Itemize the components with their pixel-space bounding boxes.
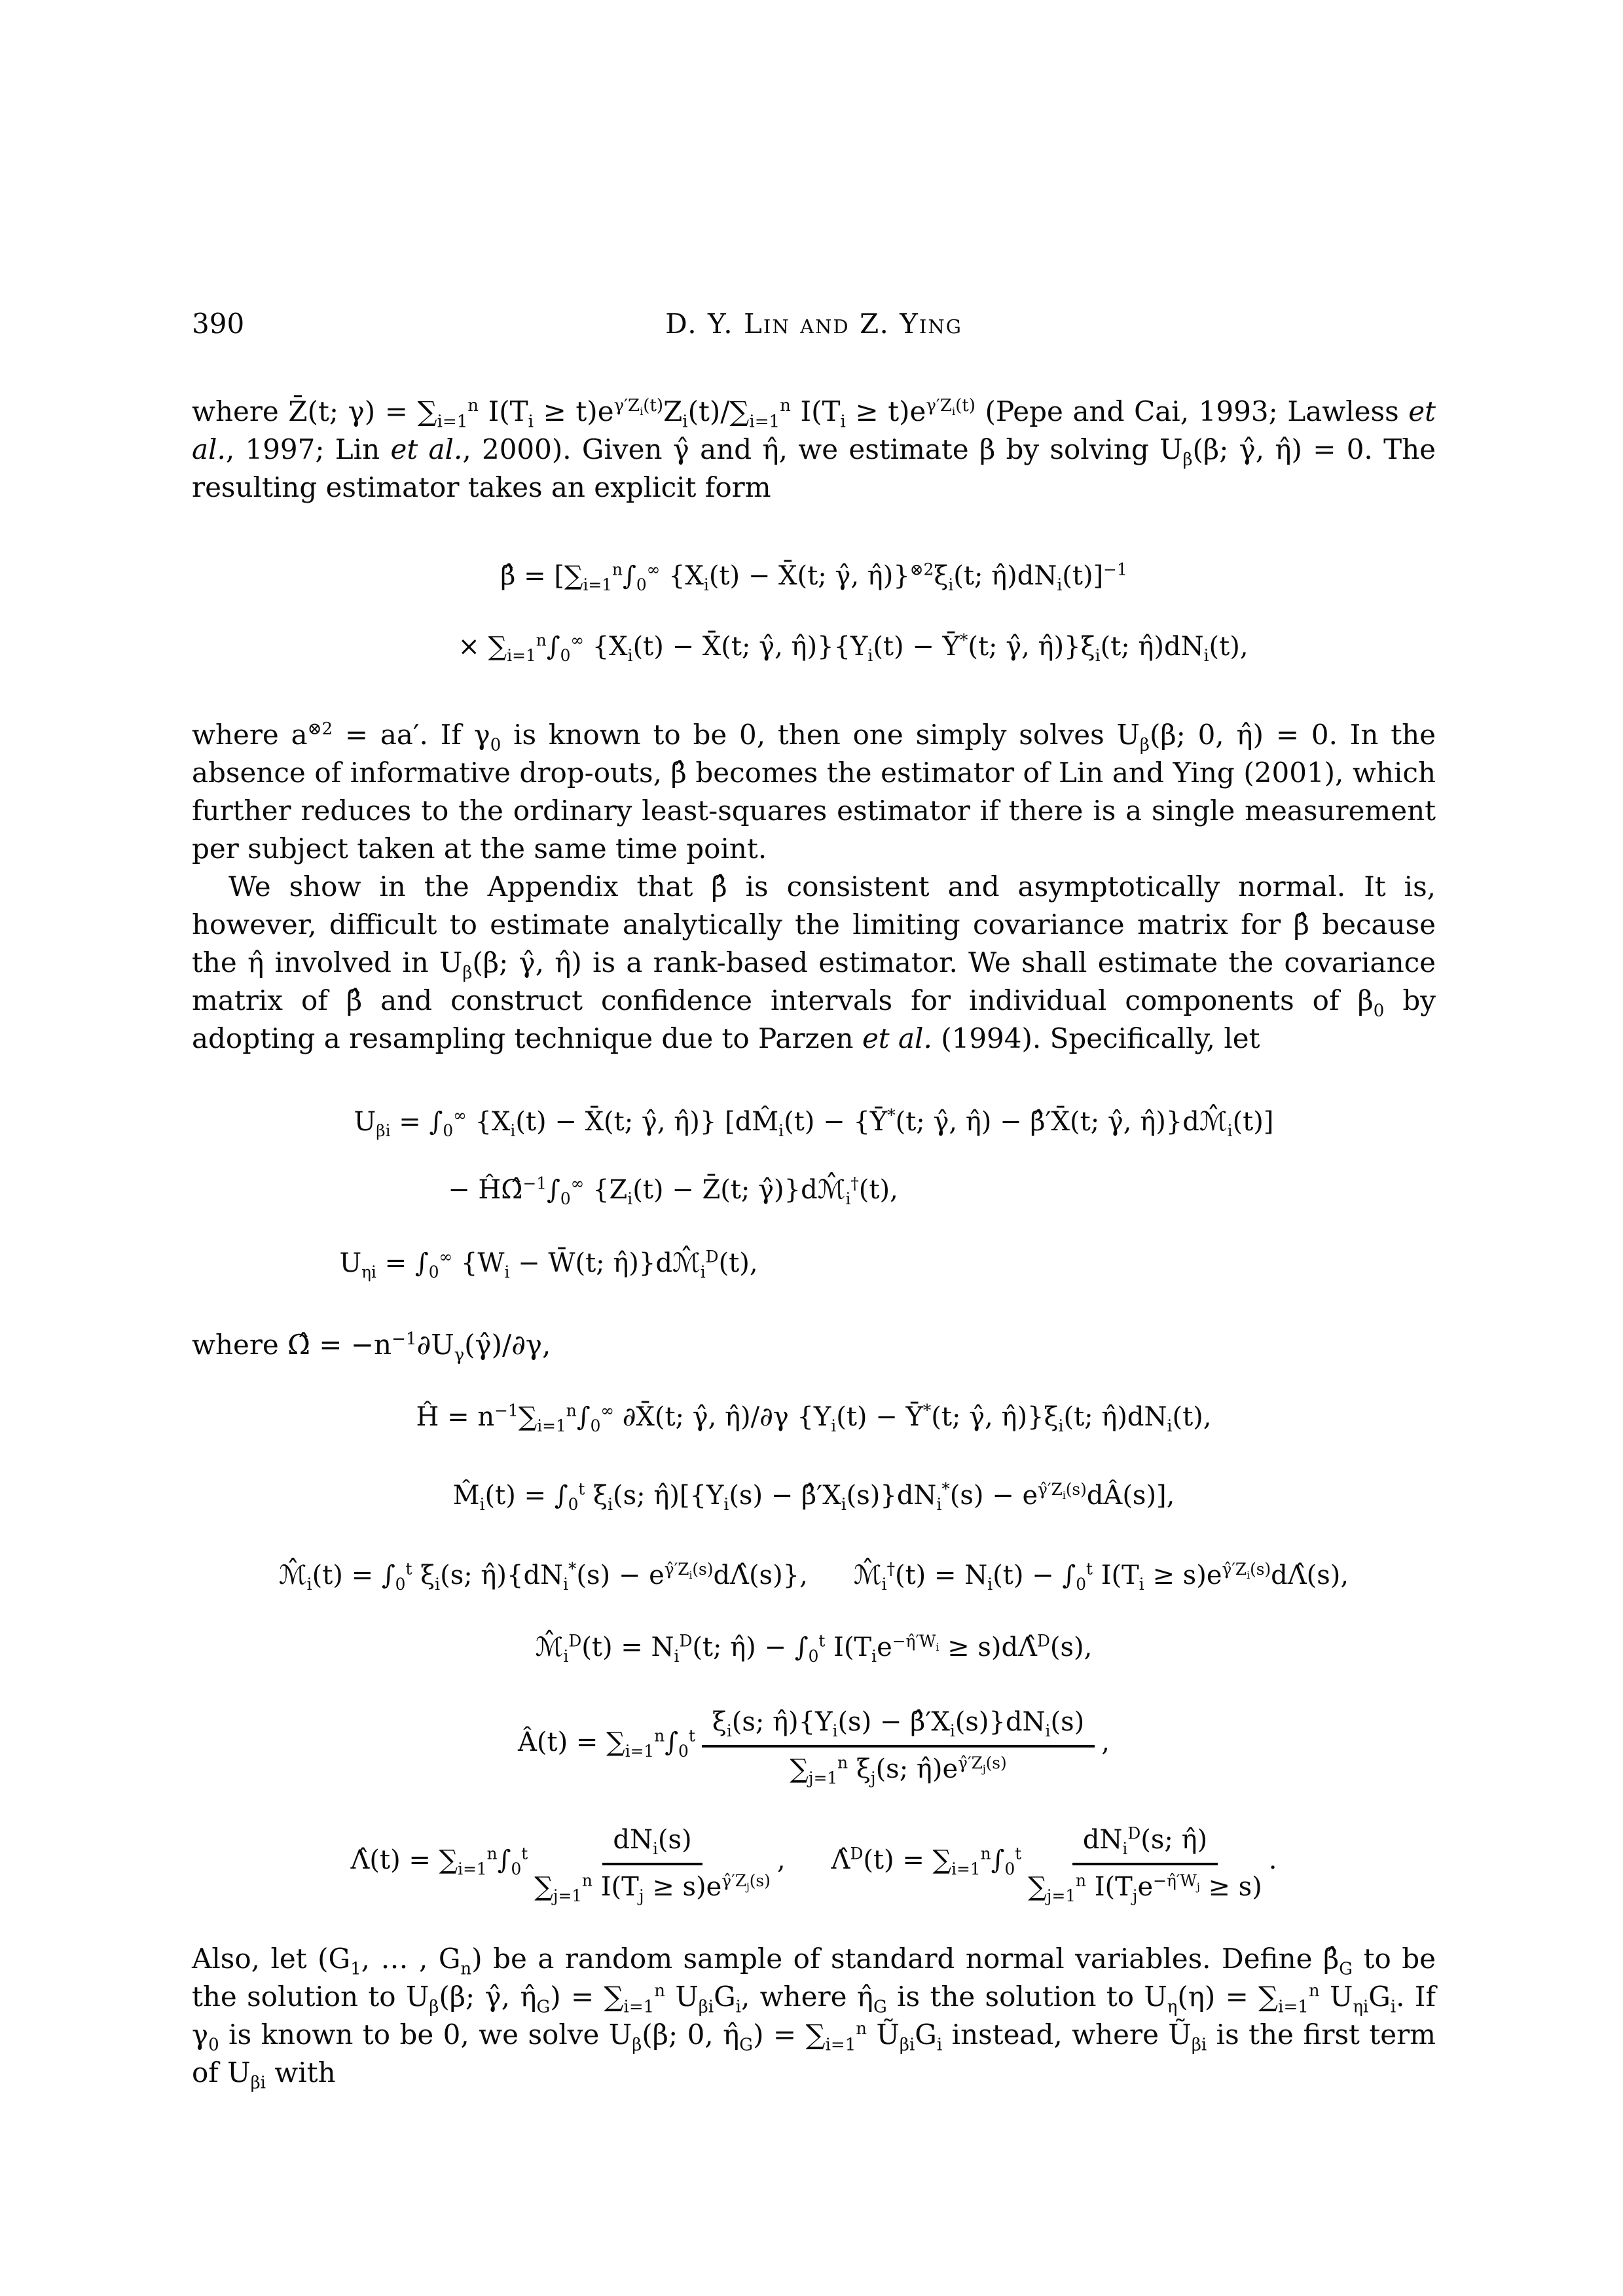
paragraph-a-otimes: where $a^{\otimes 2} = aa'$. If $\gamma_0$ is known to be 0, then one simply solves $U_\beta(\beta$; 0, η̂) = 0. In the absence of informative drop-outs, β̂ becomes the estimator of Lin and Ying (2001), which further reduces to the ordinary least-squares estimator if there is a single measurement per subject taken at the same time point. [192, 719, 1436, 865]
fraction-numerator: $\xi_i(s$; $\etâ)\{Y_i(s)$ − $\betâ'X_i(s)\}dN_i(s)$ [702, 1703, 1095, 1748]
page-number: 390 [192, 308, 245, 340]
equation-a-hat-prefix: Â(t) = $\sum_{i=1}^n\int_0^t$ [518, 1726, 695, 1761]
equation-m-hat: $M̂_i(t) = \int_0^t$ $\xi_i(s$; $\etâ)[\{Y_i(s)$ − $\betâ'X_i(s)\}dN_i^*(s)$ − $e^{\gammâ'Z_i(s)}dÂ(s)$], [452, 1479, 1175, 1514]
fraction-denominator: $\sum_{j=1}^n$ $I(T_je^{-\etâ'W_j} \ge s)$ [1028, 1871, 1262, 1905]
equation-h-hat: Ĥ = $n^{-1}\sum_{i=1}^n\int_0^\infty$ ∂X̄(t; γ̂, η̂)/∂γ {$Y_i(t)$ − Ȳ*(t; γ̂, $\etâ)\}\xi_i(t$; $\etâ)dN_i(t)$, [416, 1401, 1212, 1435]
equation-u-eta: $U_{\eta i} = \int_0^\infty$ {$W_i$ − W̄(t; $\etâ)\}dℳ̂_i^D(t)$, [339, 1247, 758, 1282]
equation-beta-hat [192, 541, 1436, 682]
fraction [702, 1703, 1095, 1785]
equation-lambda-suffix: . [1268, 1845, 1277, 1875]
fraction-numerator: $dN_i(s)$ [602, 1821, 702, 1865]
page-header [192, 308, 1436, 344]
fraction-denominator: $\sum_{j=1}^n$ $\xi_j(s$; $\etâ)e^{\gammâ'Z_j(s)}$ [790, 1753, 1007, 1787]
equation-a-hat [192, 1703, 1436, 1785]
fraction-denominator: $\sum_{j=1}^n$ $I(T_j \ge s)e^{\gammâ'Z_j(s)}$ [534, 1871, 771, 1905]
equation-beta-hat-line1: β̂ = [$\sum_{i=1}^n\int_0^\infty$ {$X_i(t)$ − X̄(t; γ̂, $\etâ)\}^{\otimes 2}\xi_i(t$; $\etâ)dN_i(t)]^{-1}$ [500, 560, 1127, 594]
paragraph-resampling: Also, let ($G_1$, … , $G_n$) be a random sample of standard normal variables. Define $\betâ_G$ to be the solution to $U_\beta(\beta$; γ̂, $\etâ_G) = \sum_{i=1}^n$ $U_{\beta i}G_i$, where $\etâ_G$ is the solution to $U_\eta(\eta) = \sum_{i=1}^n$ $U_{\eta i}G_i$. If $\gamma_0$ is known to be 0, we solve $U_\beta(\beta$; 0, $\etâ_G) = \sum_{i=1}^n$ $Ũ_{\beta i}G_i$ instead, where $Ũ_{\beta i}$ is the first term of $U_{\beta i}$ with [192, 1943, 1436, 2093]
equation-a-hat-suffix: , [1101, 1727, 1110, 1757]
equation-beta-hat-line2: × $\sum_{i=1}^n\int_0^\infty$ {$X_i(t)$ − X̄(t; γ̂, $\etâ)\}\{Y_i(t)$ − Ȳ*(t; γ̂, $\etâ)\}\xi_i(t$; $\etâ)dN_i(t)$, [458, 630, 1249, 665]
paragraph-where-omega: where Ω̂ = $-n^{-1}\partial U_\gamma(\gammâ)/\partial\gamma$, [192, 1329, 551, 1365]
equation-mcal-d: $ℳ̂_i^D(t) = N_i^D(t$; η̂) − $\int_0^t$ $I(T_ie^{-\etâ'W_i}$ ≥ s)dΛ̂$^D$(s), [535, 1631, 1093, 1666]
paragraph-where-zbar: where Z̄(t; $\gamma) = \sum_{i=1}^n$ $I(T_i \ge t)e^{\gamma'Z_i(t)}Z_i(t)/\sum_{i=1}^n$ $I(T_i \ge t)e^{\gamma'Z_i(t)}$ (Pepe and Cai, 1993; Lawless et al., 1997; Lin et al., 2000). Given γ̂ and η̂, we estimate β by solving $U_\beta(\beta$; γ̂, η̂) = 0. The resulting estimator takes an explicit form [192, 395, 1436, 503]
fraction [1028, 1821, 1262, 1903]
equation-u-beta-line1: $U_{\beta i} = \int_0^\infty$ {$X_i(t)$ − X̄(t; γ̂, η̂)} [$dM̂_i(t)$ − {Ȳ*(t; γ̂, η̂) − β̂′X̄(t; γ̂, $\etâ)\}dℳ̂_i(t)$] [354, 1105, 1274, 1140]
equation-lambda-hat [192, 1821, 1436, 1903]
paragraph-appendix: We show in the Appendix that β̂ is consistent and asymptotically normal. It is, however, difficult to estimate analytically the limiting covariance matrix for β̂ because the η̂ involved in $U_\beta(\beta$; γ̂, η̂) is a rank-based estimator. We shall estimate the covariance matrix of β̂ and construct confidence intervals for individual components of $\beta_0$ by adopting a resampling technique due to Parzen et al. (1994). Specifically, let [192, 870, 1436, 1054]
equation-lambda-prefix: Λ̂(t) = $\sum_{i=1}^n\int_0^t$ [350, 1844, 528, 1878]
equation-lambda-d-prefix: Λ̂$^D$(t) = $\sum_{i=1}^n\int_0^t$ [831, 1844, 1022, 1878]
fraction [534, 1821, 771, 1903]
equation-mcal-pair [192, 1556, 1436, 1594]
equation-mcal-i: $ℳ̂_i(t) = \int_0^t$ $\xi_i(s$; $\etâ)\{dN_i^*(s)$ − $e^{\gammâ'Z_i(s)}d\Lambdâ(s)$}, [278, 1559, 808, 1594]
equation-mcal-dagger: $ℳ̂_i^\dagger(t) = N_i(t) - \int_0^t$ $I(T_i$ ≥ $s)e^{\gammâ'Z_i(s)}d\Lambdâ(s)$, [853, 1559, 1349, 1594]
fraction-numerator: $dN_i^D(s$; η̂) [1072, 1821, 1218, 1865]
running-title: D. Y. Lin and Z. Ying [665, 308, 962, 340]
equation-lambda-sep: , [776, 1845, 786, 1875]
equation-u-beta [192, 1088, 1436, 1224]
equation-u-beta-line2: − $Ĥ\Omegâ^{-1}\int_0^\infty$ {$Z_i(t)$ − Z̄(t; $\gammâ)\}dℳ̂_i^\dagger(t)$, [448, 1174, 898, 1208]
